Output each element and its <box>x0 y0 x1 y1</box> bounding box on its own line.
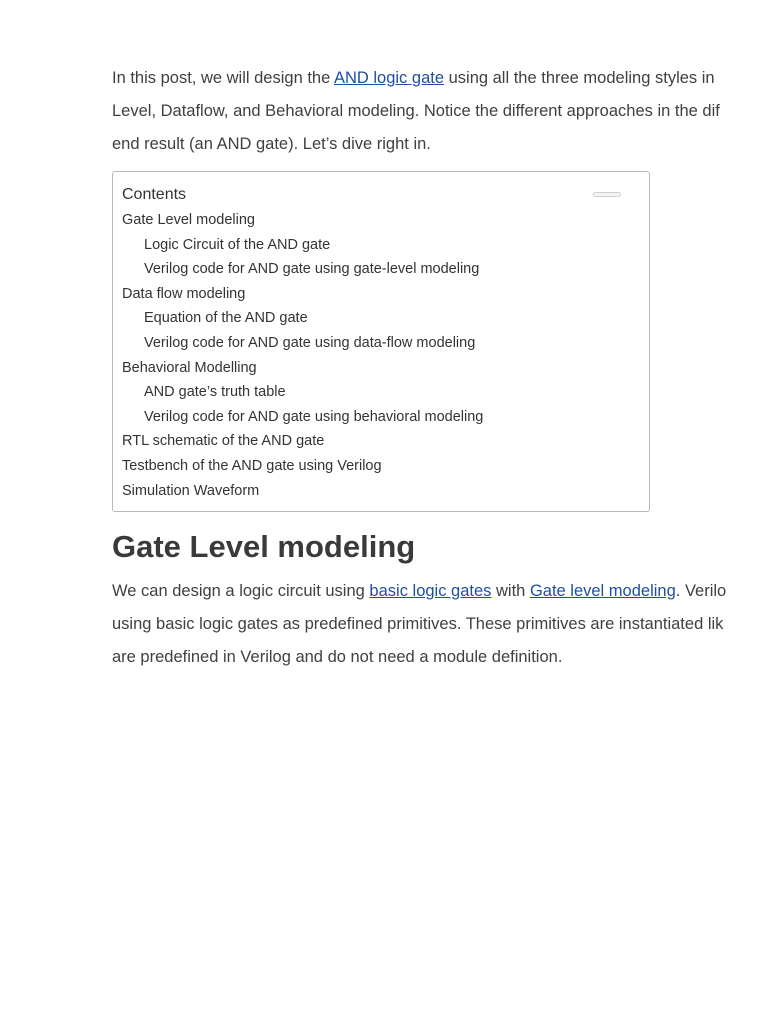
intro-line-2: Level, Dataflow, and Behavioral modeling. Notice the different approaches in the dif <box>112 102 720 120</box>
intro-text: In this post, we will design the <box>112 69 334 87</box>
section-heading: Gate Level modeling <box>112 529 416 564</box>
intro-text: using all the three modeling styles in <box>444 69 715 87</box>
section-text: . Verilo <box>675 582 727 600</box>
toc-toggle-button[interactable] <box>593 192 621 197</box>
section-paragraph <box>112 575 768 674</box>
toc-item[interactable]: AND gate’s truth table <box>144 384 286 401</box>
toc-item[interactable]: Behavioral Modelling <box>122 359 257 376</box>
toc-item[interactable]: Gate Level modeling <box>122 212 255 228</box>
toc-item[interactable]: Verilog code for AND gate using behavioral modeling <box>144 408 484 425</box>
toc-list <box>122 208 483 503</box>
table-of-contents <box>112 171 650 512</box>
toc-item[interactable]: Simulation Waveform <box>122 482 260 499</box>
toc-title: Contents <box>122 186 187 203</box>
toc-item[interactable]: Verilog code for AND gate using gate-level modeling <box>144 261 480 278</box>
toc-item[interactable]: Equation of the AND gate <box>144 310 308 327</box>
toc-item[interactable]: Logic Circuit of the AND gate <box>144 236 331 253</box>
section-line-2: using basic logic gates as predefined primitives. These primitives are instantiated lik <box>112 615 724 633</box>
toc-item[interactable]: Data flow modeling <box>122 285 246 302</box>
basic-logic-gates-link[interactable]: basic logic gates <box>369 582 492 600</box>
section-line-1 <box>112 575 768 608</box>
section-line-3: are predefined in Verilog and do not need a module definition. <box>112 648 563 666</box>
intro-paragraph <box>112 62 768 161</box>
toc-item[interactable]: Verilog code for AND gate using data-flow modeling <box>144 334 476 351</box>
section-text: with <box>491 582 530 600</box>
section-text: We can design a logic circuit using <box>112 582 370 600</box>
toc-item[interactable]: RTL schematic of the AND gate <box>122 433 325 450</box>
gate-level-modeling-link[interactable]: Gate level modeling <box>529 582 676 600</box>
intro-line-1 <box>112 62 768 95</box>
and-logic-gate-link[interactable]: AND logic gate <box>333 69 445 87</box>
toc-item[interactable]: Testbench of the AND gate using Verilog <box>122 457 382 474</box>
intro-line-3: end result (an AND gate). Let’s dive right in. <box>112 135 431 153</box>
